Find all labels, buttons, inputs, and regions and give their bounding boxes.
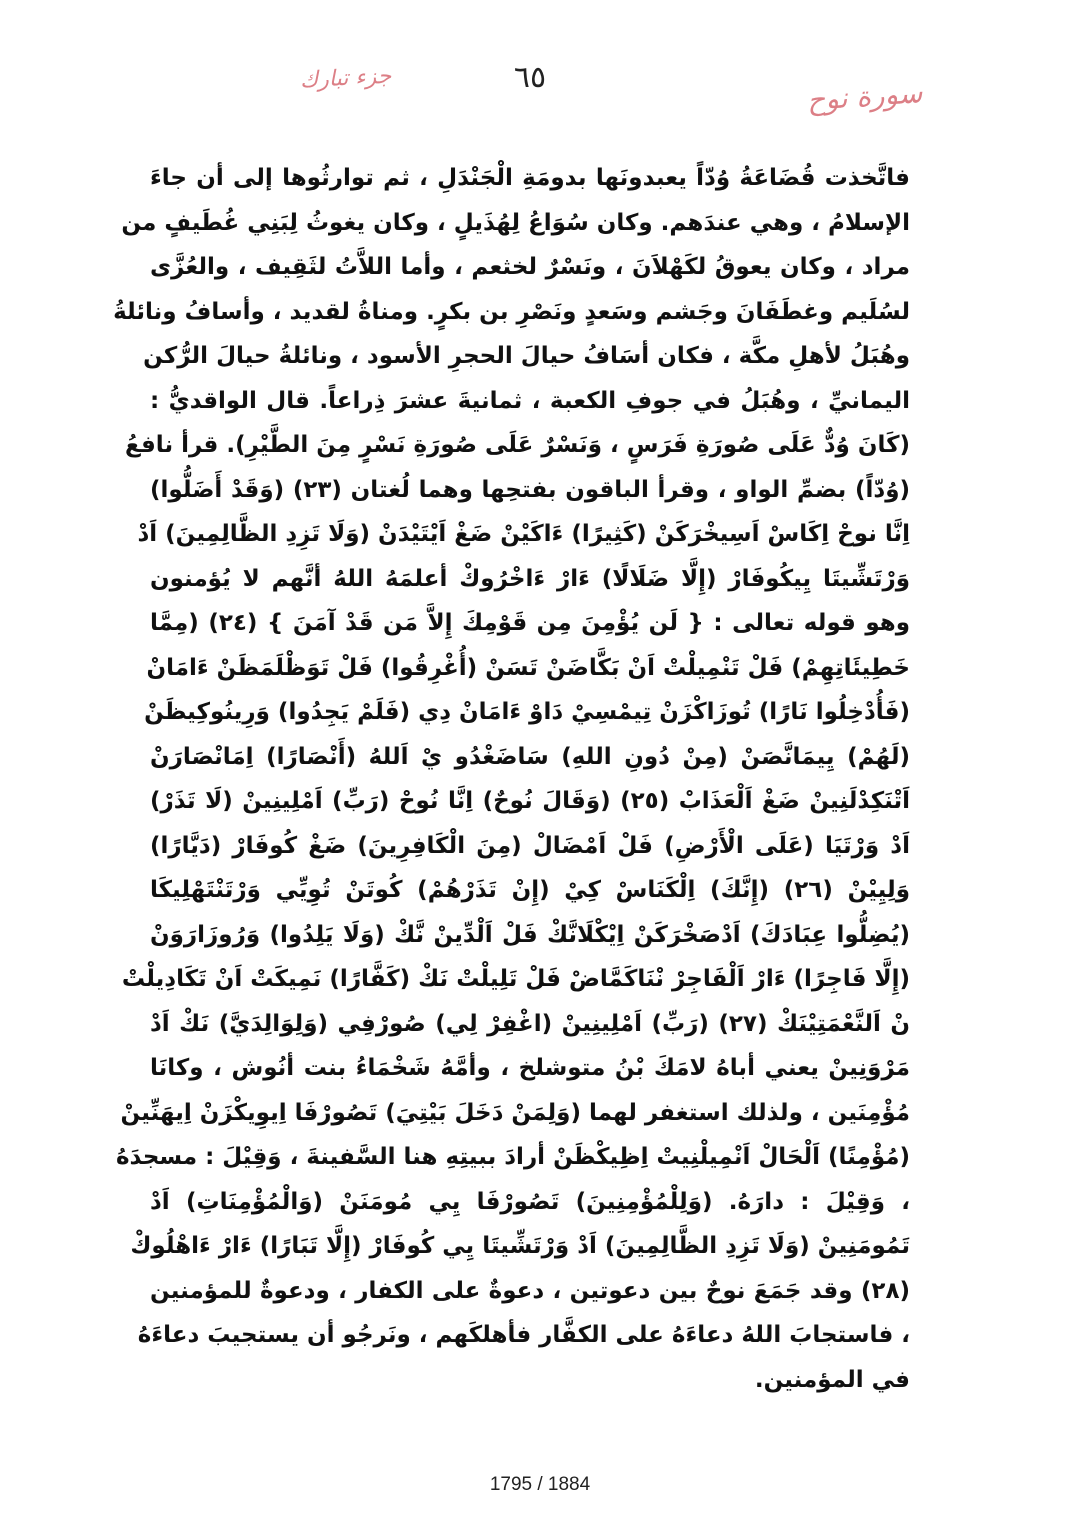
text-line: نْ اَلنَّعْمَتِيْنَكْ (٢٧) (رَبِّ) اَمْلِينِينْ (اغْفِرْ لِي) صُورْفِي (وَلِوَالِدَيَّ) نَكْ اَدْ — [150, 1010, 910, 1037]
text-line: مَرْوَنِينْ يعني أباهُ لامَكَ بْنُ متوشلخ ، وأمَّهُ شَخْمَاءُ بنت أنُوش ، وكانَا — [150, 1055, 910, 1081]
text-line: مراد ، وكان يعوقُ لكَهْلاَنَ ، ونَسْرٌ لخثعم ، وأما اللاَّتُ لثَقِيف ، والعُزَّى — [150, 254, 910, 280]
text-line: (لَهُمْ) يِيمَانَّصَنْ (مِنْ دُونِ اللهِ) سَاضَغْدُو يْ اَللهُ (أَنْصَارًا) اِمَانْصَارَنْ — [150, 743, 910, 770]
handwritten-note-left: جزء تبارك — [299, 63, 392, 94]
text-line: (٢٨) وقد جَمَعَ نوحٌ بين دعوتين ، دعوةٌ على الكفار ، ودعوةٌ للمؤمنين — [150, 1277, 910, 1304]
text-line: ، فاستجابَ اللهُ دعاءَهُ على الكفَّار فأهلكَهم ، ونَرجُو أن يستجيبَ دعاءَهُ — [137, 1322, 910, 1348]
text-line: اليمانيِّ ، وهُبَلُ في جوفِ الكعبة ، ثمانيةَ عشرَ ذِراعاً. قال الواقديُّ : — [150, 387, 910, 414]
text-line: مُؤْمِنَين ، ولذلك استغفر لهما (وَلِمَنْ دَخَلَ بَيْتِيَ) تَصُورْفَا اِيوِيكْزَنْ اِيهَنِّينْ — [120, 1099, 910, 1126]
text-line: خَطِيئَاتِهِمْ) فَلْ تَنْمِيلْتْ اَنْ بَكَّاضَنْ تَسَنْ (أُغْرِقُوا) فَلْ تَوَظْلَمَظَنْ ءَامَانْ — [146, 654, 910, 681]
text-line: ، وَقِيْلَ : دارَهُ. (وَلِلْمُؤْمِنِينَ) تَصُورْفَا يِي مُومَنَنْ (وَالْمُؤْمِنَاتِ) اَدْ — [150, 1188, 910, 1215]
text-line: (فَأُدْخِلُوا نَارًا) تُوزَاكْزَنْ تِيمْسِيْ دَاوْ ءَامَانْ دِي (فَلَمْ يَجِدُوا) وَرِينُوكِيظَنْ — [144, 699, 910, 725]
text-line: وهُبَلُ لأهلِ مكَّة ، فكان أسَافُ حيالَ الحجرِ الأسود ، ونائلةُ حيالَ الرُّكن — [143, 343, 910, 369]
text-line: فاتَّخذت قُضَاعَةُ وُدّاً يعبدونَها بدومَةِ الْجَنْدَلِ ، ثم توارثُوها إلى أن جاءَ — [150, 165, 910, 191]
text-line: (إِلَّا فَاجِرًا) ءَارْ اَلْفَاجِرْ نْنَاكَمَّاضْ فَلْ تَلِيلْتْ نَكْ (كَفَّارًا) نَمِيكَتْ اَنْ تَكَادِيلْتْ — [121, 966, 910, 992]
text-line: وَرْتَشِّيتَا يِيكُوفَارْ (إِلَّا ضَلَالًا) ءَارْ ءَاخْرُوكْ أعلمَهُ اللهُ أنَّهم لا يُؤمنون — [150, 565, 910, 592]
text-line: (وُدّاً) بضمِّ الواو ، وقرأ الباقون بفتحِها وهما لُغتان (٢٣) (وَقَدْ أَضَلُّوا) — [150, 476, 910, 503]
text-line: اَتْنَكِدْلَنِينْ ضَغْ اَلْعَذَابْ (٢٥) (وَقَالَ نُوحٌ) اِنَّا نُوحْ (رَبِّ) اَمْلِينِينْ (لَا تَذَرْ) — [150, 788, 911, 814]
text-line: (كَانَ وُدٌّ عَلَى صُورَةِ فَرَسٍ ، وَنَسْرٌ عَلَى صُورَةِ نَسْرٍ مِنَ الطَّيْرِ). قرأ نافعُ — [125, 432, 910, 458]
handwritten-note-right: سورة نوح — [805, 76, 924, 117]
text-line: اَدْ وَرْتَيَا (عَلَى الْأَرْضِ) فَلْ اَمْضَالْ (مِنَ الْكَافِرِينَ) ضَغْ كُوفَارْ (دَيَّارًا) — [150, 832, 910, 859]
body-text — [113, 156, 911, 1402]
page-number: ٦٥ — [513, 60, 547, 95]
text-line: وَلِيِيْنْ (٢٦) (إِنَّكَ) اِلْكَنَاسْ كِيْ (إِنْ تَذَرْهُمْ) كُوتَنْ تُوِيِّي وَرْتَنْتَهْلِيكَا — [150, 877, 910, 903]
page-counter: 1795 / 1884 — [489, 1474, 591, 1495]
text-line: لسُلَيم وغطَفَانَ وجَشم وسَعدٍ ونَصْرِ بن بكرٍ. ومناةُ لقديد ، وأسافُ ونائلةُ — [113, 298, 910, 325]
text-line: وهو قوله تعالى : { لَن يُؤْمِنَ مِن قَوْمِكَ إِلاَّ مَن قَدْ آمَنَ } (٢٤) (مِمَّا — [150, 610, 911, 636]
text-line: تَمُومَنِينْ (وَلَا تَزِدِ الظَّالِمِينَ) اَدْ وَرْتَشِّيتَا يِي كُوفَارْ (إِلَّا تَبَارًا) ءَارْ ءَاهْلُوكْ — [130, 1233, 910, 1259]
text-line: اِنَّا نوحْ اِكَاسْ اَسِيخْرَكَنْ (كَثِيرًا) ءَاكَيْنْ ضَغْ اَيْتَيْدَنْ (وَلَا تَزِدِ الظَّالِمِينَ) اَدْ — [137, 521, 910, 547]
text-line: الإسلامُ ، وهي عندَهم. وكان سُوَاعُ لِهُذَيلٍ ، وكان يغوثُ لِبَنِي غُطَيفٍ من — [121, 209, 910, 236]
text-line: في المؤمنين. — [754, 1366, 910, 1393]
text-line: (يُضِلُّوا عِبَادَكَ) اَدْصَخْرَكَنْ اِيْكْلَانَّكْ فَلْ اَلْدِّينْ نَّكْ (وَلَا يَلِدُوا) وَرُوزَارَوَنْ — [150, 921, 910, 948]
text-line: (مُؤْمِنًا) اَلْحَالْ اَنْمِيلْنِيتْ اِظِيكْظَنْ أرادَ ببيتِهِ هنا السَّفينةَ ، وَقِيْلَ : مسجدَهُ — [115, 1144, 910, 1170]
